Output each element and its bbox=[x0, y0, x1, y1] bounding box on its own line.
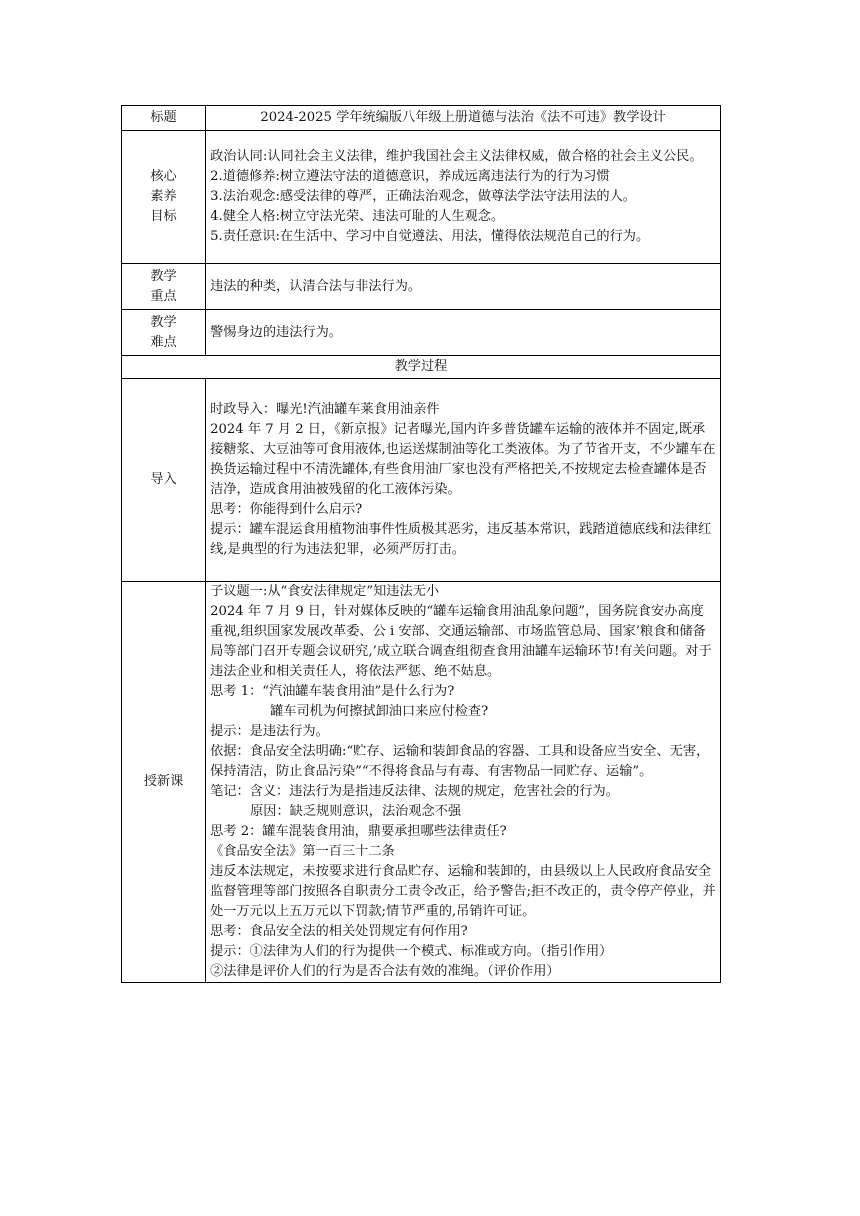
goals-row bbox=[122, 131, 721, 264]
intro-content bbox=[206, 379, 721, 582]
lesson-line: 子议题一:从“食安法律规定”知违法无小 bbox=[210, 584, 440, 599]
difficulty-text: 警惕身边的违法行为。 bbox=[206, 310, 721, 356]
difficulty-label-line: 难点 bbox=[150, 334, 177, 350]
title-value: 2024-2025 学年统编版八年级上册道德与法治《法不可违》教学设计 bbox=[206, 106, 721, 131]
lesson-line: 思考：食品安全法的相关处罚规定有何作用? bbox=[210, 924, 468, 939]
difficulty-row bbox=[122, 310, 721, 356]
lesson-line: 依据：食品安全法明确:“贮存、运输和装卸食品的容器、工具和设备应当安全、无害，保持清洁，防止食品污染”“不得将食品与有毒、有害物品一同贮存、运输”。 bbox=[210, 744, 710, 779]
lesson-line: 思考 2：罐车混装食用油，鼎要承担哪些法律责任? bbox=[210, 824, 507, 839]
intro-line: 提示：罐车混运食用植物油事件性质极其恶劣，违反基本常识，践踏道德底线和法律红线,是典型的行为违法犯罪，必须严厉打击。 bbox=[210, 522, 712, 557]
goal-item: 4.健全人格:树立守法光荣、违法可耻的人生观念。 bbox=[210, 209, 505, 224]
intro-label: 导入 bbox=[122, 379, 206, 582]
intro-line: 时政导入：曝光!汽油罐车莱食用油亲件 bbox=[210, 402, 440, 417]
goals-label-line: 素养 bbox=[150, 189, 177, 204]
key-point-label-line: 重点 bbox=[150, 288, 177, 304]
lesson-line: 提示：是违法行为。 bbox=[210, 724, 329, 739]
goal-item: 2.道德修养:树立遵法守法的道德意识，养成远离违法行为的行为习惯 bbox=[210, 169, 610, 184]
goal-item: 3.法治观念:感受法律的尊严，正确法治观念，做尊法学法守法用法的人。 bbox=[210, 189, 636, 204]
new-lesson-label: 授新课 bbox=[122, 582, 206, 983]
lesson-line: 《食品安全法》第一百三十二条 bbox=[210, 844, 395, 859]
goals-label-line: 核心 bbox=[150, 169, 177, 184]
new-lesson-content bbox=[206, 582, 721, 983]
key-point-row bbox=[122, 264, 721, 310]
title-label: 标题 bbox=[122, 106, 206, 131]
lesson-line: 原因：缺乏规则意识，法治观念不强 bbox=[250, 804, 462, 819]
process-row bbox=[122, 356, 721, 379]
intro-row bbox=[122, 379, 721, 582]
lesson-line: ②法律是评价人们的行为是否合法有效的准绳。（评价作用） bbox=[210, 964, 560, 979]
new-lesson-row bbox=[122, 582, 721, 983]
difficulty-label bbox=[122, 310, 206, 356]
process-title: 教学过程 bbox=[122, 356, 721, 379]
lesson-line: 思考 1：“汽油罐车装食用油”是什么行为? bbox=[210, 684, 455, 699]
key-point-label-line: 教学 bbox=[150, 268, 177, 284]
goals-label-line: 目标 bbox=[150, 209, 177, 224]
goal-item: 5.责任意识:在生活中、学习中自觉遵法、用法，懂得依法规范自己的行为。 bbox=[210, 229, 650, 244]
lesson-plan-table bbox=[121, 105, 721, 983]
intro-line: 思考：你能得到什么启示? bbox=[210, 502, 363, 517]
difficulty-label-line: 教学 bbox=[150, 314, 177, 330]
intro-line: 2024 年 7 月 2 日，《新京报》记者曝光,国内许多普货罐车运输的液体并不固定,既承接糖浆、大豆油等可食用液体,也运送煤制油等化工类液体。为了节省开支，不少罐车在换货运输过程中不清洗罐体,有些食用油厂家也没有严格把关,不按规定去检查罐体是否洁净，造成食用油被残留的化工液体污染。 bbox=[210, 422, 716, 497]
goal-item: 政治认同:认同社会主义法律，维护我国社会主义法律权威，做合格的社会主义公民。 bbox=[210, 149, 703, 164]
title-row bbox=[122, 106, 721, 131]
lesson-line: 违反本法规定，未按要求进行食品贮存、运输和装卸的，由县级以上人民政府食品安全监督管理等部门按照各自职责分工责令改正，给予警告;拒不改正的，责令停产停业，并处一万元以上五万元以下罚款;情节严重的,吊销许可证。 bbox=[210, 864, 716, 919]
key-point-text: 违法的种类，认清合法与非法行为。 bbox=[206, 264, 721, 310]
goals-label bbox=[122, 131, 206, 264]
lesson-line: 罐车司机为何擦拭卸油口来应付检查? bbox=[270, 704, 489, 719]
lesson-line: 提示：①法律为人们的行为提供一个模式、标准或方向。（指引作用） bbox=[210, 944, 613, 959]
key-point-label bbox=[122, 264, 206, 310]
lesson-line: 2024 年 7 月 9 日，针对媒体反映的“罐车运输食用油乱象问题”，国务院食安办高度重视,组织国家发展改革委、公 i 安部、交通运输部、市场监管总局、国家’粮食和储备局等部门召开专题会议研究,’成立联合调查组彻查食用油罐车运输环节!有关问题。对于违法企业和相关责任人，将依法严惩、绝不姑息。 bbox=[210, 604, 712, 679]
lesson-line: 笔记：含义：违法行为是指违反法律、法规的规定，危害社会的行为。 bbox=[210, 784, 619, 799]
goals-content bbox=[206, 131, 721, 264]
